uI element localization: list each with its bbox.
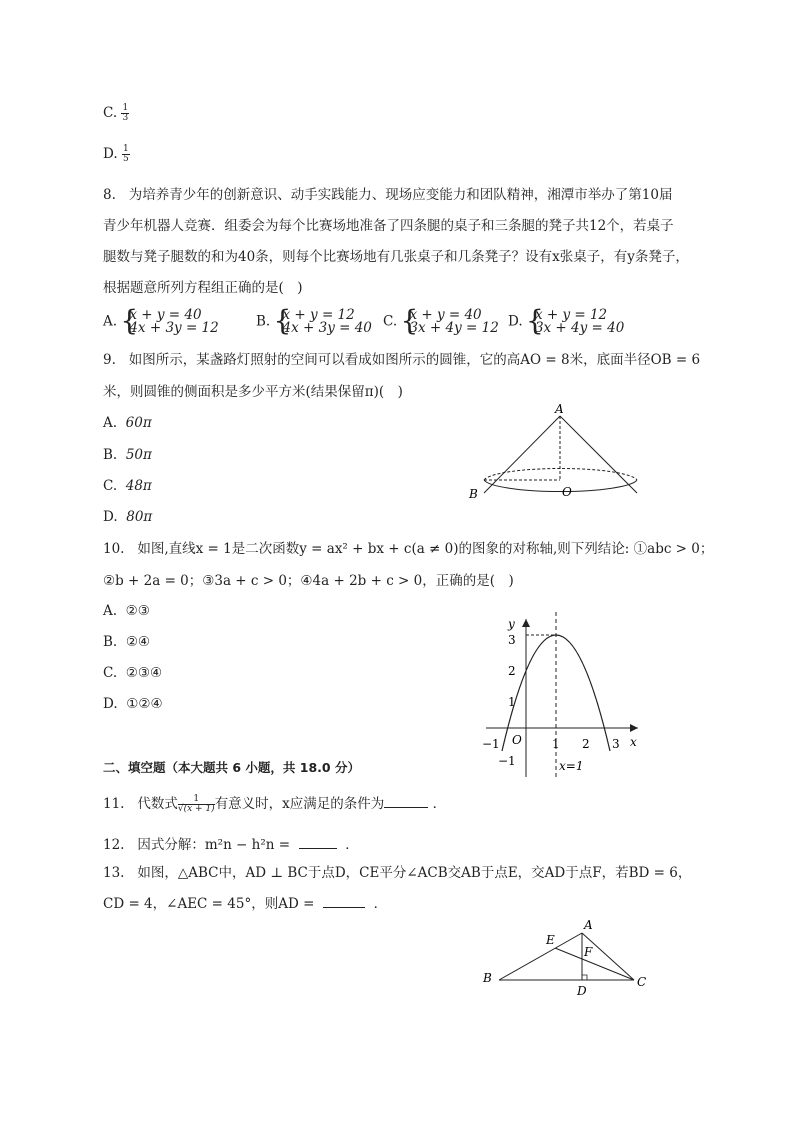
point-c-label: C (637, 975, 647, 989)
q12-line: 12. 因式分解：m²n − h²n = ． (103, 837, 359, 853)
y-axis-label: y (508, 617, 515, 631)
q7-option-c[interactable]: C. $\frac{1}{3}$ (103, 103, 129, 123)
q9-option-b[interactable]: B. 50π (103, 447, 152, 463)
cone-right-edge (560, 416, 637, 493)
q10-option-d[interactable]: D. ①②④ (103, 696, 163, 712)
q10-option-b[interactable]: B. ②④ (103, 634, 151, 650)
q9-line-2: 米，则圆锥的侧面积是多少平方米(结果保留π)( ) (103, 384, 403, 400)
cone-left-edge (484, 416, 560, 493)
q10-line-1: 10. 如图,直线x = 1是二次函数y = ax² + bx + c(a ≠ 0)的图象的对称轴,则下列结论: ①abc > 0； (103, 541, 714, 557)
equation-system: { x + y = 12 3x + 4y = 40 (527, 309, 624, 335)
fraction: $\frac{1}{√(x + 1)}$ (177, 794, 215, 814)
point-e-label: E (546, 933, 555, 947)
y-tick-label: 3 (508, 633, 516, 647)
q8-line-2: 青少年机器人竞赛．组委会为每个比赛场地准备了四条腿的桌子和三条腿的凳子共12个，若桌子 (103, 218, 674, 234)
answer-blank[interactable] (323, 895, 365, 908)
q8-option-b[interactable]: B. { x + y = 12 4x + 3y = 40 (256, 309, 372, 335)
q9-line-1: 9. 如图所示，某盏路灯照射的空间可以看成如图所示的圆锥，它的高AO = 8米，底面半径OB = 6 (103, 352, 701, 368)
point-o-label: O (562, 485, 572, 499)
origin-label: O (512, 733, 522, 747)
q8-option-c[interactable]: C. { x + y = 40 3x + 4y = 12 (383, 309, 499, 335)
point-f-label: F (584, 945, 593, 959)
q9-option-d[interactable]: D. 80π (103, 509, 153, 525)
q9-option-c[interactable]: C. 48π (103, 478, 152, 494)
fraction: $\frac{1}{5}$ (122, 144, 129, 164)
q11-line: 11. 代数式 $\frac{1}{√(x + 1)}$ 有意义时，x应满足的条件为 ． (103, 794, 447, 814)
point-d-label: D (577, 984, 587, 998)
x-tick-label: 1 (552, 737, 560, 751)
equation-system: { x + y = 40 4x + 3y = 12 (121, 309, 218, 335)
q13-line-2: CD = 4，∠AEC = 45°，则AD = ． (103, 896, 388, 912)
y-tick-label: −1 (498, 754, 516, 768)
q8-option-a[interactable]: A. { x + y = 40 4x + 3y = 12 (103, 309, 219, 335)
parabola-graph (478, 607, 648, 782)
q10-option-a[interactable]: A. ②③ (103, 603, 150, 619)
cone-figure (460, 400, 650, 510)
answer-blank[interactable] (384, 795, 428, 808)
point-b-label: B (483, 971, 492, 985)
q10-line-2: ②b + 2a = 0；③3a + c > 0；④4a + 2b + c > 0，正确的是( ) (103, 573, 514, 589)
q7-option-d[interactable]: D. $\frac{1}{5}$ (103, 144, 129, 164)
q13-line-1: 13. 如图，△ABC中，AD ⊥ BC于点D，CE平分∠ACB交AB于点E，交AD于点F，若BD = 6， (103, 865, 692, 881)
point-a-label: A (555, 402, 564, 416)
right-angle-mark (582, 975, 587, 980)
fraction: $\frac{1}{3}$ (122, 103, 129, 123)
answer-blank[interactable] (299, 836, 337, 849)
y-axis-arrow (522, 619, 530, 627)
q8-line-3: 腿数与凳子腿数的和为40条，则每个比赛场地有几张桌子和几条凳子？设有x张桌子，有y条凳子， (103, 249, 689, 265)
point-b-label: B (469, 487, 478, 501)
side-ab (499, 933, 582, 980)
x-axis-label: x (630, 735, 637, 749)
point-a-label: A (584, 918, 593, 932)
equation-system: { x + y = 40 3x + 4y = 12 (401, 309, 498, 335)
x-axis-arrow (630, 724, 638, 732)
x-tick-label: −1 (482, 737, 500, 751)
x-tick-label: 2 (582, 737, 590, 751)
y-tick-label: 1 (508, 695, 516, 709)
q8-option-d[interactable]: D. { x + y = 12 3x + 4y = 40 (508, 309, 624, 335)
q9-option-a[interactable]: A. 60π (103, 415, 152, 431)
symmetry-axis-label: x=1 (559, 759, 584, 773)
triangle-figure (478, 915, 653, 1000)
section-heading: 二、填空题（本大题共 6 小题，共 18.0 分） (103, 760, 360, 775)
y-tick-label: 2 (508, 664, 516, 678)
q8-line-4: 根据题意所列方程组正确的是( ) (103, 280, 303, 296)
x-tick-label: 3 (612, 737, 620, 751)
bisector-ce (555, 948, 634, 980)
q8-line-1: 8. 为培养青少年的创新意识、动手实践能力、现场应变能力和团队精神，湘潭市举办了第10届 (103, 187, 673, 203)
q10-option-c[interactable]: C. ②③④ (103, 665, 163, 681)
equation-system: { x + y = 12 4x + 3y = 40 (275, 309, 372, 335)
cone-base-front (484, 480, 637, 492)
